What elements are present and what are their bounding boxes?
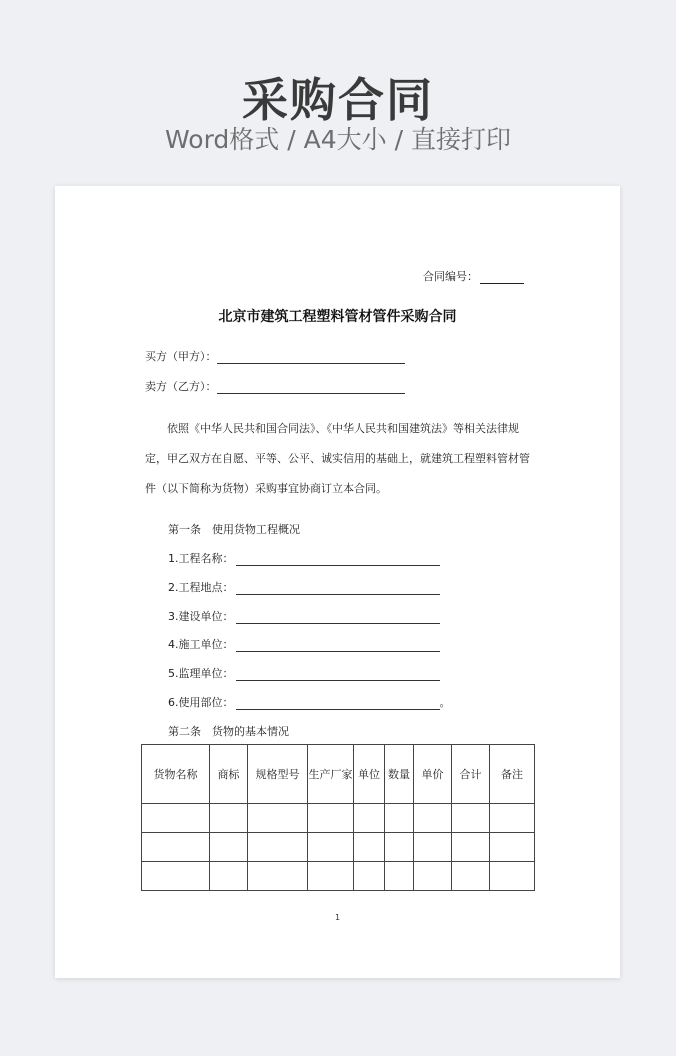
table-cell[interactable] (308, 833, 354, 862)
item-label: 2.工程地点： (168, 581, 234, 594)
clause-1-title: 第一条 使用货物工程概况 (168, 523, 300, 536)
supervision-unit-line (168, 665, 440, 681)
table-header-cell: 商标 (210, 745, 248, 804)
usage-location-line (168, 694, 451, 710)
contractor-unit-line (168, 636, 440, 652)
table-header-cell: 货物名称 (142, 745, 210, 804)
table-cell[interactable] (142, 804, 210, 833)
table-cell[interactable] (414, 862, 452, 891)
item-blank (236, 639, 440, 652)
table-cell[interactable] (248, 862, 308, 891)
table-header-row (142, 745, 535, 804)
item-blank (236, 611, 440, 624)
seller-label: 卖方（乙方）： (145, 380, 217, 393)
page-number: 1 (334, 913, 341, 922)
contract-number-label: 合同编号： (423, 270, 478, 283)
table-header-cell: 生产厂家 (308, 745, 354, 804)
seller-line (145, 378, 405, 394)
table-cell[interactable] (248, 804, 308, 833)
table-cell[interactable] (490, 833, 535, 862)
goods-table (141, 744, 535, 891)
contract-number (423, 268, 524, 284)
table-cell[interactable] (142, 862, 210, 891)
table-cell[interactable] (414, 833, 452, 862)
table-row (142, 833, 535, 862)
table-cell[interactable] (210, 833, 248, 862)
item-blank (236, 582, 440, 595)
table-cell[interactable] (308, 804, 354, 833)
buyer-line (145, 348, 405, 364)
item-blank (236, 668, 440, 681)
table-header-cell: 备注 (490, 745, 535, 804)
clause-2-title: 第二条 货物的基本情况 (168, 725, 289, 738)
item-label: 5.监理单位： (168, 667, 234, 680)
item-suffix: 。 (439, 696, 451, 709)
table-cell[interactable] (142, 833, 210, 862)
table-cell[interactable] (452, 862, 490, 891)
table-cell[interactable] (354, 804, 385, 833)
table-header-cell: 单价 (414, 745, 452, 804)
table-cell[interactable] (210, 804, 248, 833)
project-name-line (168, 550, 440, 566)
table-cell[interactable] (385, 862, 414, 891)
table-header-cell: 合计 (452, 745, 490, 804)
table-cell[interactable] (385, 833, 414, 862)
hero-title: 采购合同 (242, 73, 434, 127)
construction-unit-line (168, 608, 440, 624)
table-cell[interactable] (248, 833, 308, 862)
table-cell[interactable] (354, 862, 385, 891)
table-cell[interactable] (452, 804, 490, 833)
document-page (55, 186, 620, 978)
hero-subtitle: Word格式 / A4大小 / 直接打印 (165, 125, 511, 154)
table-cell[interactable] (354, 833, 385, 862)
item-label: 4.施工单位： (168, 638, 234, 651)
contract-number-blank (480, 272, 524, 284)
table-cell[interactable] (490, 862, 535, 891)
table-row (142, 862, 535, 891)
document-title: 北京市建筑工程塑料管材管件采购合同 (218, 309, 457, 325)
item-blank (236, 697, 440, 710)
table-cell[interactable] (490, 804, 535, 833)
table-row (142, 804, 535, 833)
item-label: 3.建设单位： (168, 610, 234, 623)
intro-paragraph: 依照《中华人民共和国合同法》、《中华人民共和国建筑法》等相关法律规定，甲乙双方在自愿、平等、公平、诚实信用的基础上，就建筑工程塑料管材管件（以下简称为货物）采购事宜协商订立本合同。 (145, 422, 530, 495)
buyer-label: 买方（甲方）： (145, 350, 217, 363)
table-header-cell: 数量 (385, 745, 414, 804)
table-header-cell: 单位 (354, 745, 385, 804)
item-label: 1.工程名称： (168, 552, 234, 565)
table-cell[interactable] (385, 804, 414, 833)
item-label: 6.使用部位： (168, 696, 234, 709)
table-header-cell: 规格型号 (248, 745, 308, 804)
table-cell[interactable] (414, 804, 452, 833)
table-cell[interactable] (210, 862, 248, 891)
item-blank (236, 553, 440, 566)
table-cell[interactable] (452, 833, 490, 862)
project-location-line (168, 579, 440, 595)
buyer-blank (217, 351, 405, 364)
table-cell[interactable] (308, 862, 354, 891)
seller-blank (217, 381, 405, 394)
